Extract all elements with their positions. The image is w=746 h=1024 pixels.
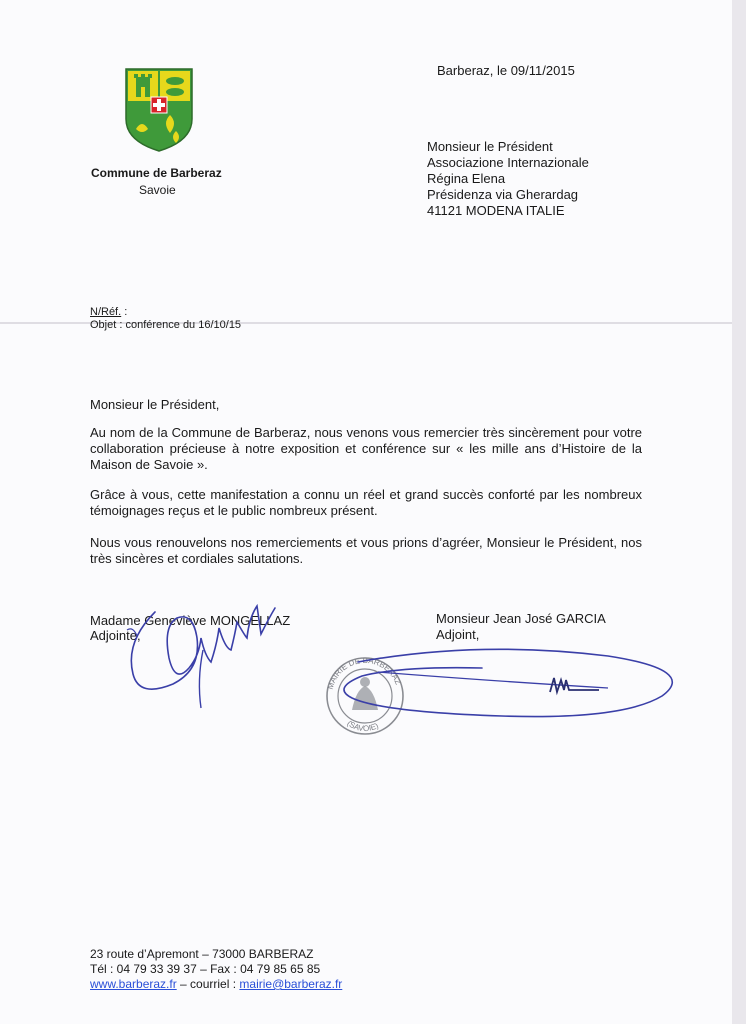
left-signatory-name: Madame Geneviève MONGELLAZ [90, 613, 291, 628]
commune-region: Savoie [139, 183, 176, 197]
subject-line: Objet : conférence du 16/10/15 [90, 319, 242, 331]
footer-contact [90, 947, 342, 992]
recipient-line: Présidenza via Gherardag [427, 187, 579, 202]
commune-name: Commune de Barberaz [91, 166, 222, 180]
body-paragraph: Au nom de la Commune de Barberaz, nous venons vous remercier très sincèrement pour votre collaboration précieuse à notre exposition et conférence sur « les mille ans d’Histoire de la Maison de Savoie ». [90, 425, 642, 472]
footer-links [90, 977, 342, 992]
recipient-line: Monsieur le Président [427, 139, 553, 154]
reference-value: : [121, 306, 128, 318]
footer-phone: Tél : 04 79 33 39 37 – Fax : 04 79 85 65 85 [90, 962, 321, 976]
stamp-text-top: MAIRIE DE BARBERAZ [325, 656, 403, 691]
website-link[interactable]: www.barberaz.fr [90, 977, 177, 991]
right-handwritten-signature [318, 640, 678, 725]
salutation: Monsieur le Président, [90, 397, 220, 412]
recipient-line: 41121 MODENA ITALIE [427, 203, 565, 218]
commune-crest-logo [124, 67, 194, 153]
reference-label: N/Réf. [90, 306, 122, 318]
body-paragraph: Grâce à vous, cette manifestation a connu un réel et grand succès conforté par les nombreux témoignages reçus et le public nombreux présent. [90, 487, 642, 518]
recipient-line: Régina Elena [427, 171, 506, 186]
body-paragraph: Nous vous renouvelons nos remerciements et vous prions d’agréer, Monsieur le Président, nos très sincères et cordiales salutations. [90, 535, 642, 566]
recipient-line: Associazione Internazionale [427, 155, 589, 170]
right-signatory-name: Monsieur Jean José GARCIA [436, 611, 606, 626]
date-line: Barberaz, le 09/11/2015 [437, 63, 575, 78]
email-link[interactable]: mairie@barberaz.fr [239, 977, 343, 991]
left-handwritten-signature [115, 590, 285, 720]
stamp-text-bottom: (SAVOIE) [345, 718, 380, 734]
reference-line [90, 306, 127, 318]
right-signatory-title: Adjoint, [436, 627, 480, 642]
recipient-address [427, 139, 589, 219]
footer-address: 23 route d’Apremont – 73000 BARBERAZ [90, 947, 314, 961]
email-separator: – courriel : [176, 977, 240, 991]
left-signatory-title: Adjointe, [90, 628, 141, 643]
paper-edge [732, 0, 746, 1024]
